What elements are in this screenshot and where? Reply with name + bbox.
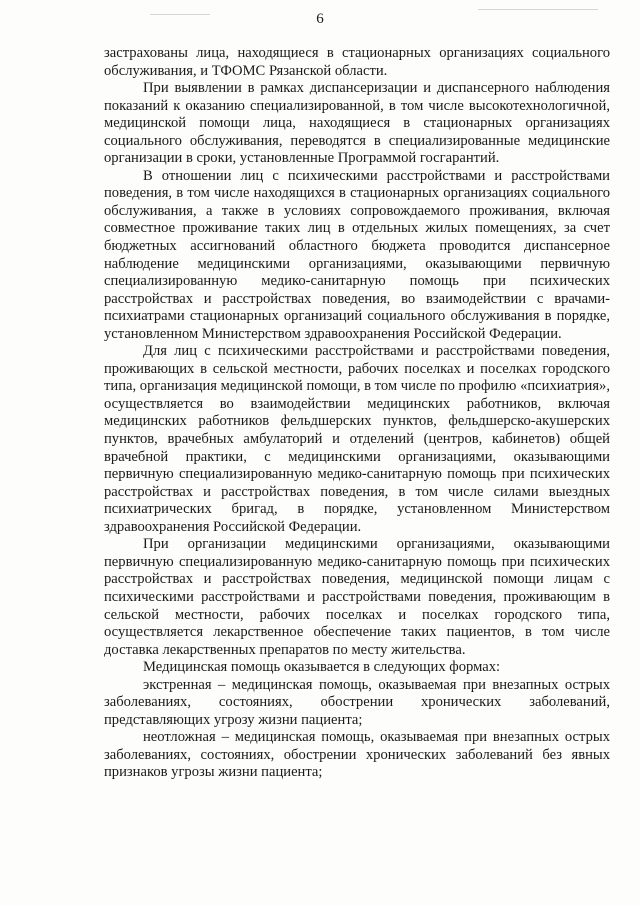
paragraph: застрахованы лица, находящиеся в стационарных организациях социального обслуживания, и ТФОМС Рязанской области. bbox=[104, 45, 610, 79]
paragraph: Для лиц с психическими расстройствами и расстройствами поведения, проживающих в сельской местности, рабочих поселках и поселках городского типа, организация медицинской помощи, в том числе по профилю «психиатрия», осуществляется во взаимодействии медицинских работников, включая медицинских работников фельдшерских пунктов, фельдшерско-акушерских пунктов, врачебных амбулаторий и отделений (центров, кабинетов) общей врачебной практики, с медицинскими организациями, оказывающими первичную специализированную медико-санитарную помощь при психических расстройствах и расстройствах поведения, в том числе силами выездных психиатрических бригад, в порядке, установленном Министерством здравоохранения Российской Федерации. bbox=[104, 343, 610, 535]
paragraph: В отношении лиц с психическими расстройствами и расстройствами поведения, в том числе находящихся в стационарных организациях социального обслуживания, а также в условиях сопровождаемого проживания, включая совместное проживание таких лиц в отдельных жилых помещениях, за счет бюджетных ассигнований областного бюджета проводится диспансерное наблюдение медицинскими организациями, оказывающими первичную специализированную медико-санитарную помощь при психических расстройствах и расстройствах поведения, во взаимодействии с врачами-психиатрами стационарных организаций социального обслуживания в порядке, установленном Министерством здравоохранения Российской Федерации. bbox=[104, 167, 610, 342]
page-number: 6 bbox=[316, 11, 324, 27]
paragraph: При выявлении в рамках диспансеризации и диспансерного наблюдения показаний к оказанию специализированной, в том числе высокотехнологичной, медицинской помощи лица, находящиеся в стационарных организациях социального обслуживания, переводятся в специализированные медицинские организации в сроки, установленные Программой госгарантий. bbox=[104, 80, 610, 167]
paragraph: При организации медицинскими организациями, оказывающими первичную специализированную медико-санитарную помощь при психических расстройствах и расстройствах поведения, медицинской помощи лицам с психическими расстройствами и расстройствами поведения, проживающим в сельской местности, рабочих поселках и поселках городского типа, осуществляется лекарственное обеспечение таких пациентов, в том числе доставка лекарственных препаратов по месту жительства. bbox=[104, 536, 610, 658]
document-body bbox=[104, 45, 610, 782]
paragraph: экстренная – медицинская помощь, оказываемая при внезапных острых заболеваниях, состояниях, обострении хронических заболеваний, представляющих угрозу жизни пациента; bbox=[104, 676, 610, 728]
paragraph: Медицинская помощь оказывается в следующих формах: bbox=[143, 659, 501, 676]
paragraph: неотложная – медицинская помощь, оказываемая при внезапных острых заболеваниях, состояниях, обострении хронических заболеваний без явных признаков угрозы жизни пациента; bbox=[104, 729, 610, 781]
